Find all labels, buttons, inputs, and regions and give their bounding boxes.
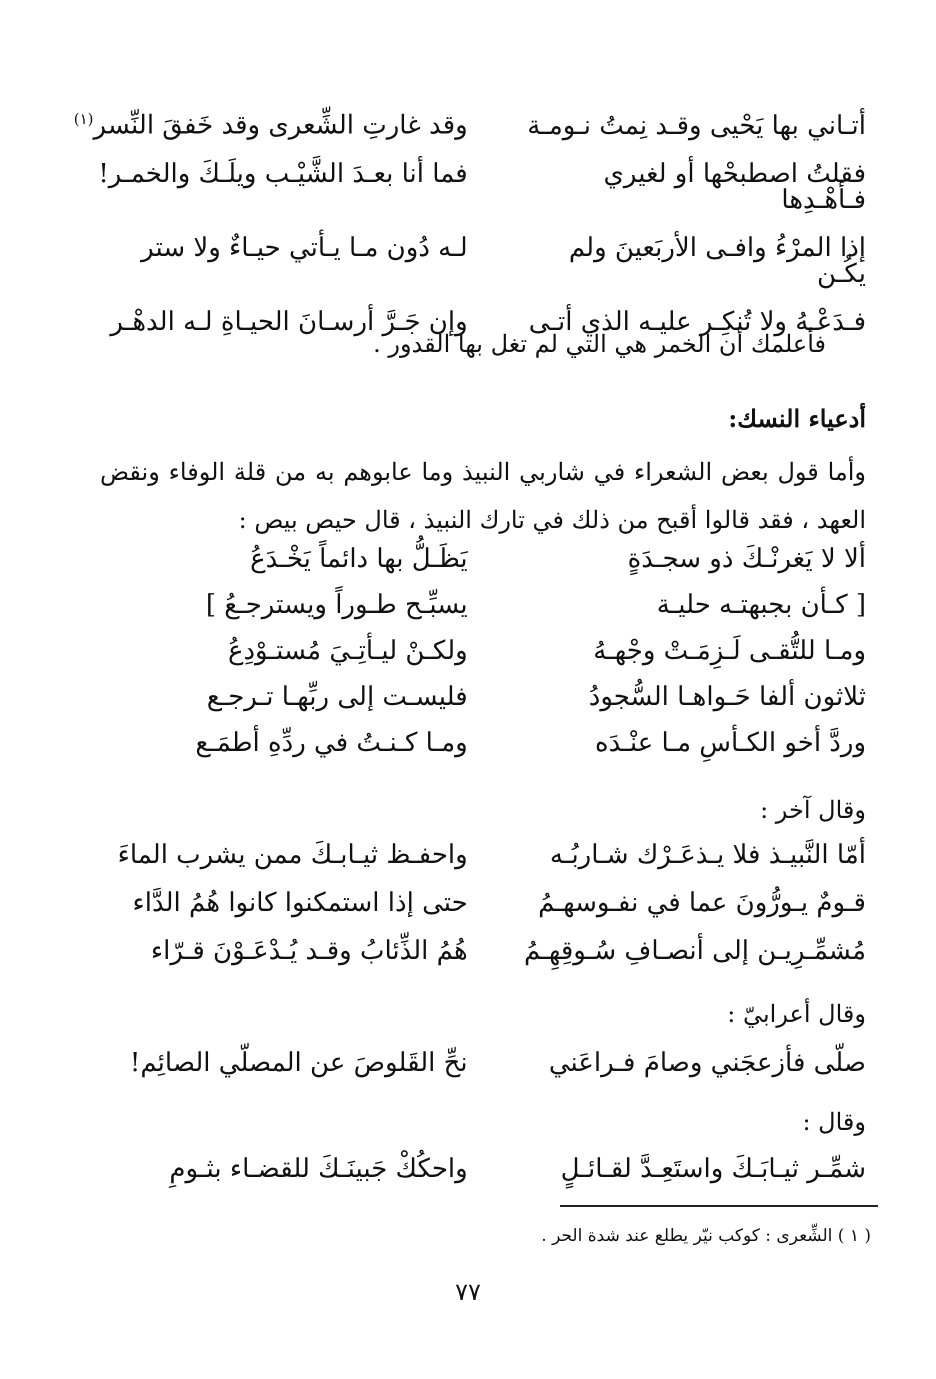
- verse: [100, 592, 866, 618]
- intro-other-poet: وقال آخر :: [760, 796, 866, 824]
- verse: [100, 638, 866, 664]
- verse: [98, 158, 866, 215]
- first-hemistich: مُشمِّـرِيـن إلى أنصـافِ سُـوقِهِـمُ: [523, 936, 866, 966]
- second-hemistich-with-footnote: [73, 110, 468, 141]
- second-hemistich: لـه دُون مـا يـأتي حيـاءٌ ولا ستر: [141, 232, 468, 263]
- first-hemistich: وردَّ أخو الكـأسِ مـا عنْـدَه: [595, 728, 866, 758]
- verse: [100, 890, 866, 916]
- page-number: ٧٧: [455, 1278, 481, 1306]
- first-hemistich: [ كـأن بجبهتـه حليـة: [656, 590, 866, 620]
- poem-2: [100, 546, 866, 756]
- poem-4: [100, 1050, 866, 1076]
- verse: [100, 1050, 866, 1076]
- second-hemistich: فما أنا بعـدَ الشَّيْـب ويلَـكَ والخمـر!: [98, 158, 468, 189]
- poem-1: [73, 110, 866, 337]
- first-hemistich: شمِّـر ثيـابَـكَ واستَعِـدَّ لقـائـلٍ: [560, 1154, 866, 1184]
- poem-5: [100, 1156, 866, 1182]
- footnote-marker: (١): [73, 110, 94, 128]
- verse: [73, 110, 866, 141]
- poem-3: [100, 842, 866, 964]
- verse: [100, 730, 866, 756]
- conclusion-line: فأعلمك أن الخمر هي التي لم تغل بها القدور .: [373, 330, 826, 358]
- verse: [100, 1156, 866, 1182]
- verse: [100, 546, 866, 572]
- verse: [100, 232, 866, 289]
- first-hemistich: أتـاني بها يَحْيى وقـد نِمتُ نـومـة: [527, 110, 866, 141]
- second-hemistich: حتى إذا استمكنوا كانوا هُمُ الدَّاء: [132, 888, 468, 918]
- second-hemistich: واحفـظ ثيـابـكَ ممن يشرب الماءَ: [117, 840, 468, 870]
- second-hemistich: ومـا كـنـتُ في ردِّهِ أطمَـع: [195, 728, 468, 758]
- second-hemistich: ولكـنْ ليـأتِـيَ مُستـوْدِعُ: [227, 636, 468, 666]
- second-hemistich: وقد غارتِ الشِّعرى وقد خَفقَ النِّسر: [93, 110, 468, 141]
- first-hemistich: قـومٌ يـورُّونَ عما في نفـوسهـمُ: [538, 888, 866, 918]
- second-hemistich: وإن جَـرَّ أرسـانَ الحيـاةِ لـه الدهْـر: [110, 306, 468, 337]
- first-hemistich: ومـا للتُّقـى لَـزِمَـتْ وجْهـهُ: [593, 636, 866, 666]
- footnote: ( ١ ) الشِّعرى : كوكب نيّر يطلع عند شدة الحر .: [541, 1226, 871, 1246]
- second-hemistich: يَظَـلُّ بها دائماً يَخْـدَعُ: [250, 544, 468, 574]
- first-hemistich: ألا لا يَغرنْـكَ ذو سجـدَةٍ: [627, 544, 866, 574]
- verse: [100, 842, 866, 868]
- second-hemistich: فليسـت إلى ربِّهـا تـرجـع: [206, 682, 468, 712]
- paragraph: وأما قول بعض الشعراء في شاربي النبيذ وما عابوهم به من قلة الوفاء ونقض العهد ، فقد قالوا أقبح من ذلك في تارك النبيذ ، قال حيص بيص :: [100, 458, 866, 534]
- second-hemistich: هُمُ الذِّئابُ وقـد يُـدْعَـوْنَ قـرّاء: [150, 936, 468, 966]
- footnote-separator: [560, 1205, 878, 1207]
- second-hemistich: نحِّ القَلوصَ عن المصلّي الصائِم!: [129, 1048, 468, 1078]
- verse: [100, 684, 866, 710]
- first-hemistich: فـدَعْـهُ ولا تُنكِـر عليـه الذي أتـى: [528, 306, 866, 337]
- first-hemistich: صلّى فأزعجَني وصامَ فـراعَني: [548, 1048, 866, 1078]
- second-hemistich: يسبِّـح طـوراً ويسترجـعُ ]: [205, 590, 468, 620]
- section-heading: أدعياء النسك:: [728, 404, 866, 433]
- first-hemistich: فقلتُ اصطبحْها أو لغيري فـأهْـدِها: [603, 158, 866, 215]
- first-hemistich: إذا المرْءُ وافـى الأربَعينَ ولم يكُـن: [568, 232, 866, 289]
- second-hemistich: واحكُكْ جَبينَـكَ للقضـاء بثـومِ: [169, 1154, 468, 1184]
- intro-said: وقال :: [802, 1108, 866, 1136]
- intro-bedouin: وقال أعرابيّ :: [727, 1000, 866, 1028]
- first-hemistich: أمّا النَّبيـذ فلا يـذعَـرْك شـاربُـه: [549, 840, 866, 870]
- first-hemistich: ثلاثون ألفا حَـواهـا السُّجودُ: [588, 682, 866, 712]
- verse: [100, 938, 866, 964]
